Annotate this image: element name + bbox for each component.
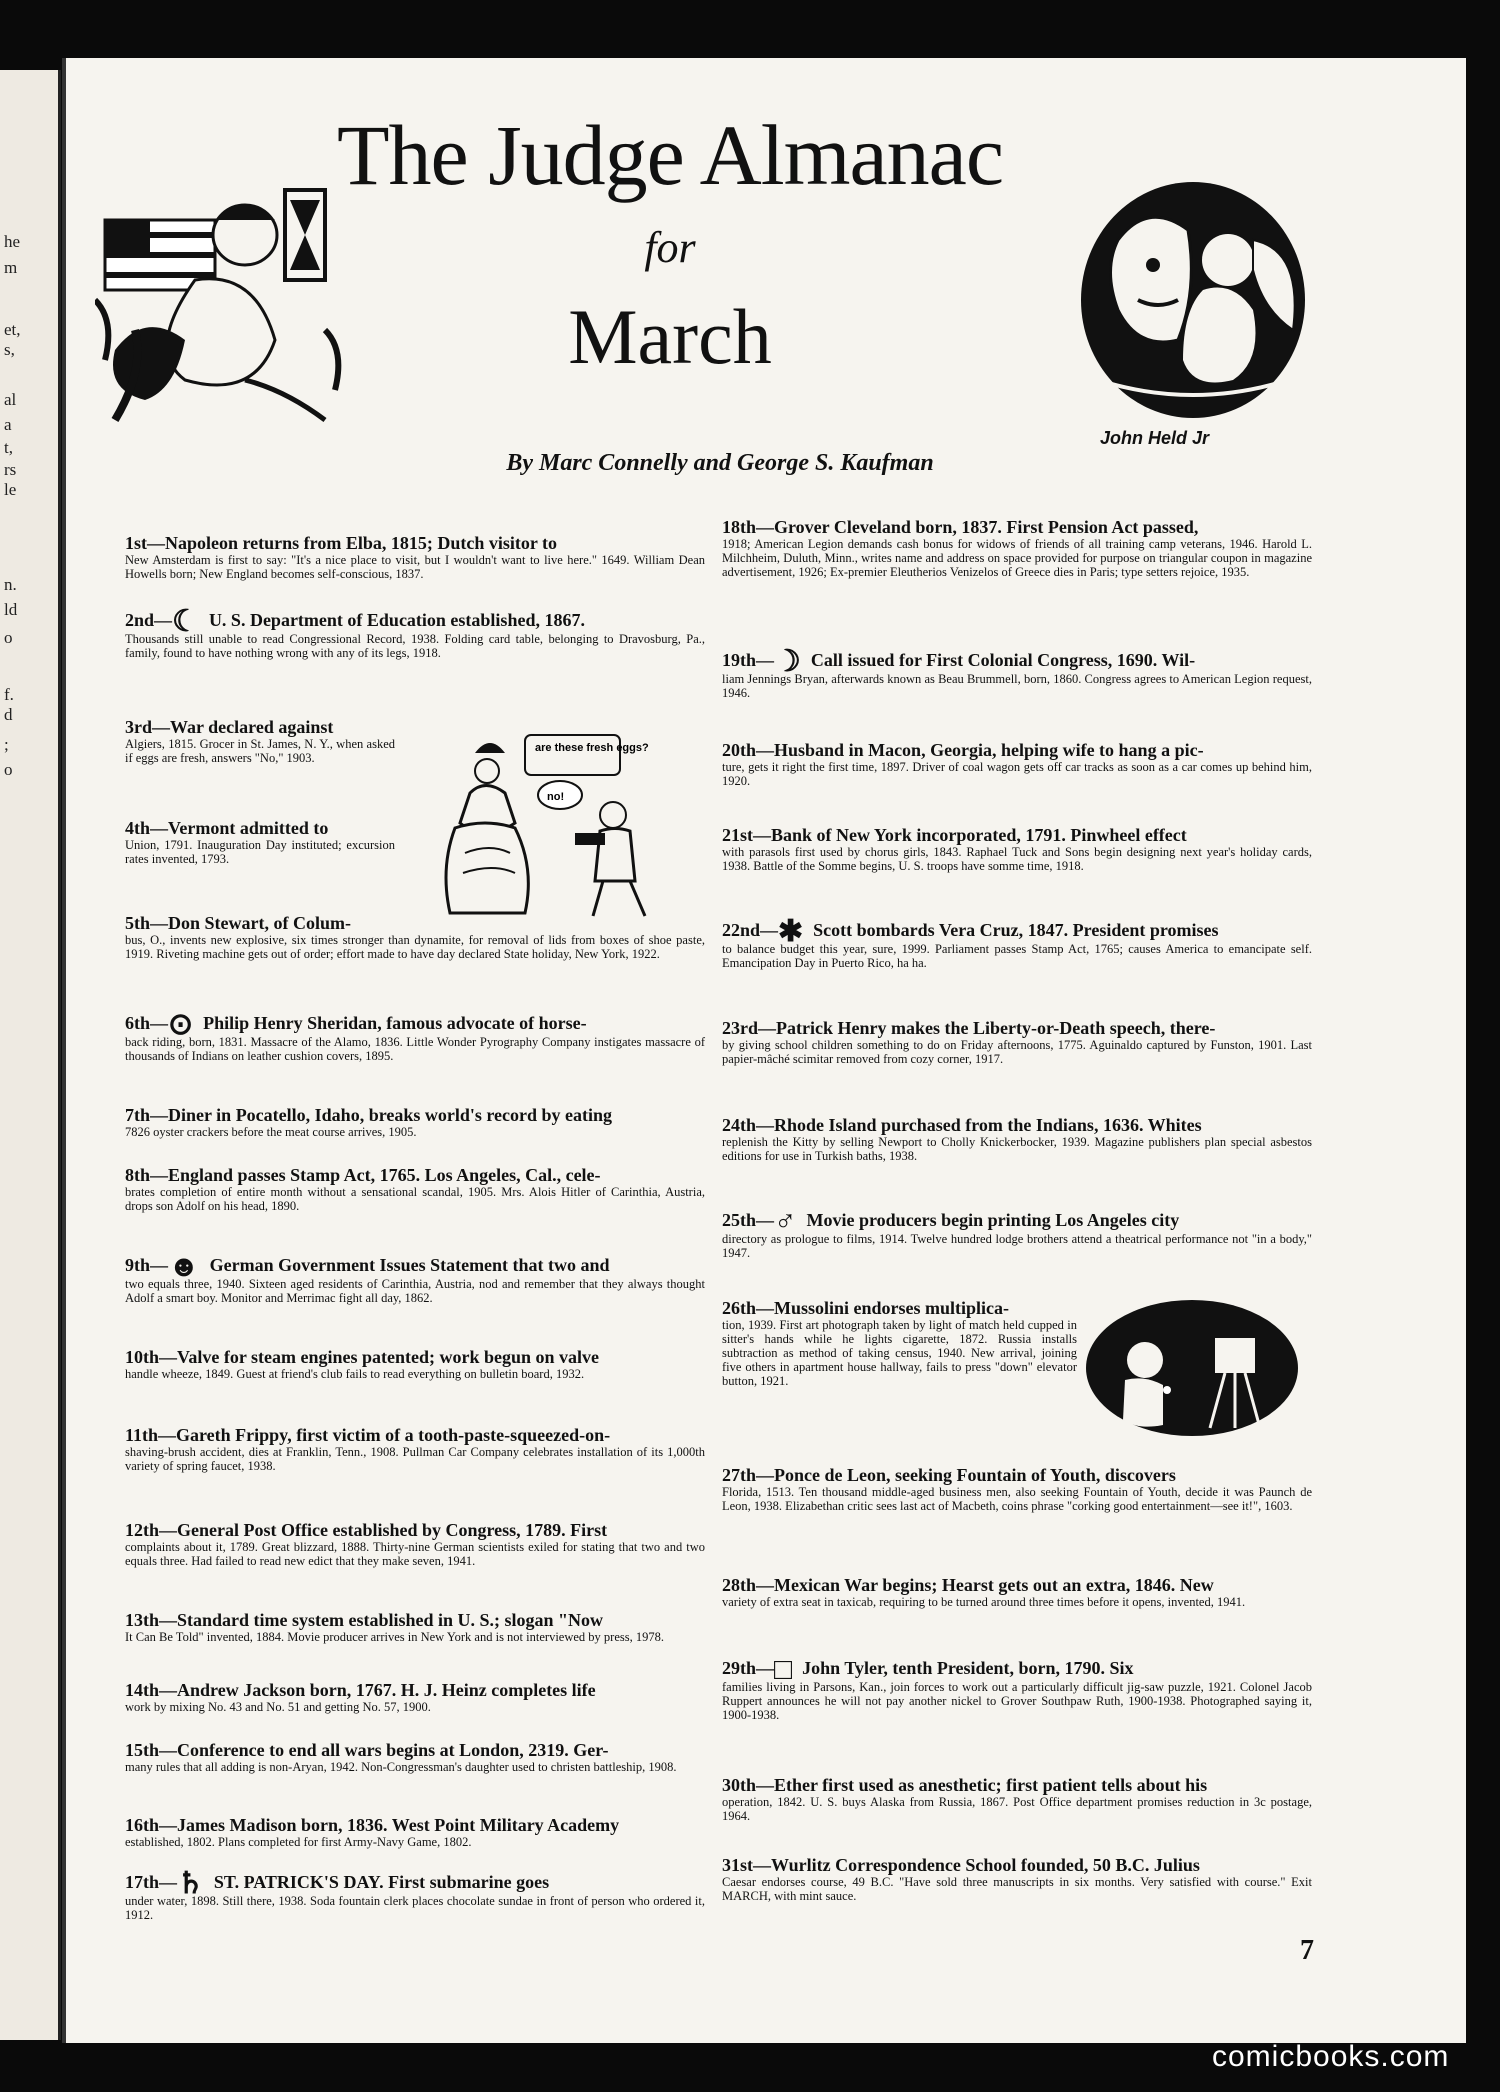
entry-lead: 11th—Gareth Frippy, first victim of a tooth-paste-squeezed-on- (125, 1425, 611, 1445)
entry-lead-text: Patrick Henry makes the Liberty-or-Death speech, there- (776, 1018, 1216, 1038)
entry-lead: 6th—⊙ Philip Henry Sheridan, famous advocate of horse- (125, 1007, 587, 1041)
facing-page-text-fragment: ; (4, 735, 9, 754)
facing-page-text-fragment: s, (4, 340, 15, 359)
almanac-entry-7th (125, 1105, 705, 1139)
almanac-entry-31st (722, 1855, 1312, 1903)
entry-lead: 22nd—✱ Scott bombards Vera Cruz, 1847. President promises (722, 914, 1219, 948)
entry-day: 9th (125, 1255, 151, 1275)
title-month: March (568, 293, 772, 380)
almanac-entry-3rd (125, 717, 395, 765)
entry-day: 17th (125, 1872, 160, 1892)
entry-lead: 14th—Andrew Jackson born, 1767. H. J. Heinz completes life (125, 1680, 596, 1700)
almanac-entry-24th (722, 1115, 1312, 1163)
entry-day: 20th (722, 740, 757, 760)
entry-lead: 13th—Standard time system established in U. S.; slogan "Now (125, 1610, 604, 1630)
entry-body: shaving-brush accident, dies at Franklin, Tenn., 1908. Pullman Car Company celebrates installation of its 1,000th variety of spring faucet, 1938. (125, 1445, 705, 1473)
photograph-illustration (1085, 1298, 1300, 1438)
watermark: comicbooks.com (1212, 2040, 1450, 2073)
facing-page-text-fragment: ld (4, 600, 18, 619)
almanac-entry-16th (125, 1815, 705, 1849)
entry-body: under water, 1898. Still there, 1938. Soda fountain clerk places chocolate sundae in front of person who ordered it, 1912. (125, 1893, 705, 1922)
entry-lead-text: War declared against (170, 717, 334, 737)
entry-lead-text: Gareth Frippy, first victim of a tooth-paste-squeezed-on- (176, 1425, 611, 1445)
entry-body: Thousands still unable to read Congressional Record, 1938. Folding card table, belonging to Dravosburg, Pa., family, found to have nothing wrong with any of its legs, 1918. (125, 631, 705, 660)
entry-day: 31st (722, 1855, 753, 1875)
almanac-entry-21st (722, 825, 1312, 873)
facing-page-text-fragment: al (4, 390, 17, 409)
entry-lead: 4th—Vermont admitted to (125, 818, 329, 838)
entry-lead: 21st—Bank of New York incorporated, 1791. Pinwheel effect (722, 825, 1187, 845)
entry-lead-text: Diner in Pocatello, Idaho, breaks world's record by eating (168, 1105, 613, 1125)
almanac-entry-4th (125, 818, 395, 866)
entry-body: Union, 1791. Inauguration Day instituted; excursion rates invented, 1793. (125, 838, 395, 866)
facing-page-text-fragment: n. (4, 575, 17, 594)
facing-page-text-fragment: o (4, 628, 13, 647)
almanac-entry-8th (125, 1165, 705, 1213)
entry-lead: 9th—☻ German Government Issues Statement that two and (125, 1249, 610, 1283)
entry-body: back riding, born, 1831. Massacre of the Alamo, 1836. Little Wonder Pyrography Company instigates massacre of thousands of Indians on leather cushion covers, 1895. (125, 1034, 705, 1063)
entry-lead: 5th—Don Stewart, of Colum- (125, 913, 351, 933)
astro-symbol-icon: ☾ (172, 604, 199, 638)
almanac-entry-15th (125, 1740, 705, 1774)
entry-lead: 2nd—☾ U. S. Department of Education established, 1867. (125, 604, 585, 638)
entry-lead-text: Andrew Jackson born, 1767. H. J. Heinz completes life (177, 1680, 596, 1700)
almanac-entry-23rd (722, 1018, 1312, 1066)
entry-day: 6th (125, 1013, 151, 1033)
entry-day: 25th (722, 1210, 757, 1230)
entry-day: 10th (125, 1347, 160, 1367)
entry-lead-text: Mussolini endorses multiplica- (774, 1298, 1010, 1318)
entry-body: two equals three, 1940. Sixteen aged residents of Carinthia, Austria, nod and remember that they always thought Adolf a smart boy. Monitor and Merrimac fight all day, 1862. (125, 1276, 705, 1305)
almanac-entry-12th (125, 1520, 705, 1568)
entry-day: 27th (722, 1465, 757, 1485)
entry-body: liam Jennings Bryan, afterwards known as Beau Brummell, born, 1860. Congress agrees to American Legion request, 1946. (722, 671, 1312, 700)
entry-day: 15th (125, 1740, 160, 1760)
almanac-entry-20th (722, 740, 1312, 788)
astro-symbol-icon: ⊙ (168, 1007, 194, 1041)
entry-lead: 28th—Mexican War begins; Hearst gets out an extra, 1846. New (722, 1575, 1214, 1595)
entry-lead: 29th—□ John Tyler, tenth President, born, 1790. Six (722, 1652, 1134, 1686)
entry-lead: 1st—Napoleon returns from Elba, 1815; Dutch visitor to (125, 533, 558, 553)
entry-lead-text: Grover Cleveland born, 1837. First Pension Act passed, (774, 517, 1199, 537)
astro-symbol-icon: □ (774, 1652, 793, 1686)
entry-lead-text: Call issued for First Colonial Congress, 1690. Wil- (810, 650, 1196, 670)
entry-body: brates completion of entire month without a sensational scandal, 1905. Mrs. Alois Hitler of Carinthia, Austria, drops son Adolf on his head, 1890. (125, 1185, 705, 1213)
almanac-entry-14th (125, 1680, 705, 1714)
entry-lead: 15th—Conference to end all wars begins at London, 2319. Ger- (125, 1740, 609, 1760)
entry-lead-text: U. S. Department of Education established, 1867. (208, 610, 585, 630)
astro-symbol-icon: ✱ (778, 914, 804, 948)
entry-lead-text: Movie producers begin printing Los Angeles city (806, 1210, 1180, 1230)
entry-lead-text: Don Stewart, of Colum- (168, 913, 351, 933)
astro-symbol-icon: ♄ (177, 1866, 204, 1900)
astro-symbol-icon: ☻ (168, 1249, 200, 1283)
entry-lead: 23rd—Patrick Henry makes the Liberty-or-Death speech, there- (722, 1018, 1216, 1038)
bubble-question: are these fresh eggs? (535, 742, 649, 754)
entry-body: ture, gets it right the first time, 1897. Driver of coal wagon gets off car tracks as soon as a car comes up behind him, 1920. (722, 760, 1312, 788)
entry-lead-text: Mexican War begins; Hearst gets out an extra, 1846. New (774, 1575, 1214, 1595)
entry-lead: 16th—James Madison born, 1836. West Point Military Academy (125, 1815, 620, 1835)
entry-day: 28th (722, 1575, 757, 1595)
entry-day: 12th (125, 1520, 160, 1540)
entry-lead: 26th—Mussolini endorses multiplica- (722, 1298, 1010, 1318)
entry-lead-text: Ether first used as anesthetic; first patient tells about his (774, 1775, 1208, 1795)
entry-lead: 25th—♂ Movie producers begin printing Los Angeles city (722, 1204, 1180, 1238)
entry-day: 4th (125, 818, 151, 838)
entry-lead-text: England passes Stamp Act, 1765. Los Angeles, Cal., cele- (168, 1165, 601, 1185)
entry-lead: 18th—Grover Cleveland born, 1837. First Pension Act passed, (722, 517, 1199, 537)
entry-body: 7826 oyster crackers before the meat course arrives, 1905. (125, 1125, 417, 1139)
entry-day: 16th (125, 1815, 160, 1835)
entry-lead: 31st—Wurlitz Correspondence School founded, 50 B.C. Julius (722, 1855, 1200, 1875)
entry-day: 3rd (125, 717, 152, 737)
entry-body: complaints about it, 1789. Great blizzard, 1888. Thirty-nine German scientists exiled for stating that two and two equals three. Had failed to read new edict that they make seven, 1941. (125, 1540, 705, 1568)
page-title: The Judge Almanac (336, 107, 1003, 203)
almanac-entry-13th (125, 1610, 705, 1644)
entry-lead: 8th—England passes Stamp Act, 1765. Los Angeles, Cal., cele- (125, 1165, 601, 1185)
facing-page-text-fragment: t, (4, 438, 13, 457)
entry-lead-text: Vermont admitted to (168, 818, 329, 838)
entry-body: operation, 1842. U. S. buys Alaska from Russia, 1867. Post Office department promises reduction in 3c postage, 1964. (722, 1795, 1312, 1823)
almanac-entry-26th (722, 1298, 1077, 1388)
almanac-entry-25th (722, 1204, 1312, 1260)
entry-lead-text: James Madison born, 1836. West Point Military Academy (177, 1815, 620, 1835)
byline: By Marc Connelly and George S. Kaufman (506, 450, 934, 476)
entry-lead: 20th—Husband in Macon, Georgia, helping wife to hang a pic- (722, 740, 1204, 760)
entry-lead-text: German Government Issues Statement that two and (209, 1255, 610, 1275)
almanac-entry-27th (722, 1465, 1312, 1513)
entry-day: 11th (125, 1425, 159, 1445)
facing-page-text-fragment: a (4, 415, 12, 434)
entry-lead-text: Standard time system established in U. S.; slogan "Now (177, 1610, 604, 1630)
entry-day: 5th (125, 913, 151, 933)
entry-lead-text: ST. PATRICK'S DAY. First submarine goes (213, 1872, 550, 1892)
entry-lead: 19th—☽ Call issued for First Colonial Congress, 1690. Wil- (722, 644, 1196, 678)
almanac-entry-29th (722, 1652, 1312, 1722)
entry-day: 30th (722, 1775, 757, 1795)
almanac-entry-30th (722, 1775, 1312, 1823)
almanac-entry-2nd (125, 604, 705, 660)
bubble-answer: no! (547, 791, 565, 803)
entry-day: 26th (722, 1298, 757, 1318)
almanac-entry-1st (125, 533, 705, 581)
entry-lead-text: Conference to end all wars begins at London, 2319. Ger- (177, 1740, 609, 1760)
entry-day: 22nd (722, 920, 761, 940)
entry-lead: 27th—Ponce de Leon, seeking Fountain of Youth, discovers (722, 1465, 1176, 1485)
entry-body: Florida, 1513. Ten thousand middle-aged business men, also seeking Fountain of Youth, decide it was Paunch de Leon, 1938. Elizabethan critic sees last act of Macbeth, coins phrase "corking good entertainment—see it!", 1603. (722, 1485, 1312, 1513)
almanac-entry-18th (722, 517, 1312, 579)
cherub-flag-illustration (95, 180, 355, 430)
facing-page-text-fragment: le (4, 480, 17, 499)
entry-lead-text: Valve for steam engines patented; work begun on valve (177, 1347, 600, 1367)
facing-page-edge (0, 70, 61, 2040)
entry-day: 21st (722, 825, 753, 845)
entry-lead: 24th—Rhode Island purchased from the Indians, 1636. Whites (722, 1115, 1202, 1135)
entry-body: bus, O., invents new explosive, six times stronger than dynamite, for removal of lids from boxes of shoe paste, 1919. Riveting machine gets out of order; effort made to have day declared State holiday, New York, 1922. (125, 933, 705, 961)
entry-lead: 12th—General Post Office established by Congress, 1789. First (125, 1520, 608, 1540)
astro-symbol-icon: ☽ (774, 644, 801, 678)
entry-day: 8th (125, 1165, 151, 1185)
almanac-entry-9th (125, 1249, 705, 1305)
entry-lead: 10th—Valve for steam engines patented; work begun on valve (125, 1347, 600, 1367)
almanac-entry-10th (125, 1347, 705, 1381)
page-number: 7 (1300, 1935, 1314, 1966)
facing-page-text-fragment: f. (4, 685, 14, 704)
entry-body: replenish the Kitty by selling Newport to Cholly Knickerbocker, 1939. Magazine publishers plan special asbestos editions for use in Turkish baths, 1938. (722, 1135, 1312, 1163)
entry-lead-text: General Post Office established by Congress, 1789. First (177, 1520, 608, 1540)
entry-body: to balance budget this year, sure, 1999. Parliament passes Stamp Act, 1765; causes America to emancipate self. Emancipation Day in Puerto Rico, ha ha. (722, 941, 1312, 970)
title-for: for (644, 223, 696, 272)
entry-day: 23rd (722, 1018, 758, 1038)
entry-lead-text: Husband in Macon, Georgia, helping wife to hang a pic- (774, 740, 1204, 760)
cherub-mask-illustration (1078, 180, 1308, 425)
entry-body: New Amsterdam is first to say: "It's a nice place to visit, but I wouldn't want to live here." 1649. William Dean Howells born; New England becomes self-conscious, 1837. (125, 553, 705, 581)
entry-lead-text: Scott bombards Vera Cruz, 1847. President promises (813, 920, 1219, 940)
entry-day: 1st (125, 533, 147, 553)
entry-body: by giving school children something to do on Friday afternoons, 1775. Aguinaldo captured by Funston, 1901. Last papier-mâché scimitar removed from cozy corner, 1917. (722, 1038, 1312, 1066)
almanac-entry-17th (125, 1866, 705, 1922)
entry-day: 14th (125, 1680, 160, 1700)
entry-lead: 7th—Diner in Pocatello, Idaho, breaks world's record by eating (125, 1105, 613, 1125)
entry-body: tion, 1939. First art photograph taken by light of match held cupped in sitter's hands while he lights cigarette, 1872. Russia installs subtraction as method of taking census, 1940. New arrival, joining five others in apartment house hallway, fails to press "down" elevator button, 1921. (722, 1318, 1077, 1388)
entry-body: Algiers, 1815. Grocer in St. James, N. Y., when asked if eggs are fresh, answers "No," 1903. (125, 737, 395, 765)
facing-page-text-fragment: o (4, 760, 13, 779)
grocer-cartoon (435, 733, 705, 918)
entry-body: handle wheeze, 1849. Guest at friend's club fails to read everything on bulletin board, 1932. (125, 1367, 585, 1381)
facing-page-text-fragment: m (4, 258, 18, 277)
entry-day: 13th (125, 1610, 160, 1630)
entry-body: with parasols first used by chorus girls, 1843. Raphael Tuck and Sons begin designing next year's holiday cards, 1938. Battle of the Somme begins, U. S. troops have somme time, 1918. (722, 845, 1312, 873)
entry-body: directory as prologue to films, 1914. Twelve hundred lodge brothers attend a theatrical performance not "in a body," 1947. (722, 1231, 1312, 1260)
entry-lead-text: Wurlitz Correspondence School founded, 50 B.C. Julius (771, 1855, 1200, 1875)
entry-body: 1918; American Legion demands cash bonus for widows of friends of all training camp veterans, 1946. Harold L. Milchheim, Duluth, Minn., writes name and address on space provided for purpose on triangular coupon in magazine advertisement, 1926; Ex-premier Eleutherios Venizelos of Greece dies in Paris; type setters rejoice, 1935. (722, 537, 1312, 579)
entry-body: Caesar endorses course, 49 B.C. "Have sold three manuscripts in six months. Very satisfied with course." Exit MARCH, with mint sauce. (722, 1875, 1312, 1903)
entry-lead: 17th—♄ ST. PATRICK'S DAY. First submarine goes (125, 1866, 550, 1900)
entry-day: 29th (722, 1658, 757, 1678)
facing-page-text-fragment: rs (4, 460, 17, 479)
entry-day: 19th (722, 650, 757, 670)
entry-body: work by mixing No. 43 and No. 51 and getting No. 57, 1900. (125, 1700, 431, 1714)
entry-body: It Can Be Told" invented, 1884. Movie producer arrives in New York and is not interviewed by press, 1978. (125, 1630, 664, 1644)
almanac-entry-6th (125, 1007, 705, 1063)
almanac-entry-11th (125, 1425, 705, 1473)
almanac-entry-28th (722, 1575, 1312, 1609)
entry-lead-text: Napoleon returns from Elba, 1815; Dutch visitor to (165, 533, 558, 553)
entry-lead-text: Ponce de Leon, seeking Fountain of Youth, discovers (774, 1465, 1176, 1485)
almanac-entry-5th (125, 913, 705, 961)
facing-page-text-fragment: et, (4, 320, 21, 339)
entry-day: 24th (722, 1115, 757, 1135)
astro-symbol-icon: ♂ (774, 1204, 797, 1238)
entry-lead-text: Bank of New York incorporated, 1791. Pinwheel effect (771, 825, 1187, 845)
entry-lead-text: Rhode Island purchased from the Indians, 1636. Whites (774, 1115, 1202, 1135)
entry-body: families living in Parsons, Kan., join forces to work out a particularly difficult jig-saw puzzle, 1921. Colonel Jacob Ruppert announces he will not pay another nickel to Grover Southpaw Ruth, 1900-1938. Photographed saying it, 1900-1938. (722, 1679, 1312, 1722)
entry-lead-text: Philip Henry Sheridan, famous advocate of horse- (203, 1013, 587, 1033)
entry-lead: 30th—Ether first used as anesthetic; first patient tells about his (722, 1775, 1208, 1795)
entry-day: 7th (125, 1105, 151, 1125)
entry-lead-text: John Tyler, tenth President, born, 1790. Six (802, 1658, 1134, 1678)
almanac-entry-22nd (722, 914, 1312, 970)
facing-page-text-fragment: he (4, 232, 21, 251)
entry-lead: 3rd—War declared against (125, 717, 334, 737)
facing-page-text-fragment: d (4, 705, 13, 724)
illustrator-signature: John Held Jr (1100, 428, 1210, 448)
almanac-entry-19th (722, 644, 1312, 700)
entry-body: established, 1802. Plans completed for first Army-Navy Game, 1802. (125, 1835, 472, 1849)
entry-day: 18th (722, 517, 757, 537)
entry-day: 2nd (125, 610, 155, 630)
entry-body: variety of extra seat in taxicab, requiring to be turned around three times before it opens, invented, 1941. (722, 1595, 1246, 1609)
entry-body: many rules that all adding is non-Aryan, 1942. Non-Congressman's daughter used to christen battleship, 1908. (125, 1760, 677, 1774)
